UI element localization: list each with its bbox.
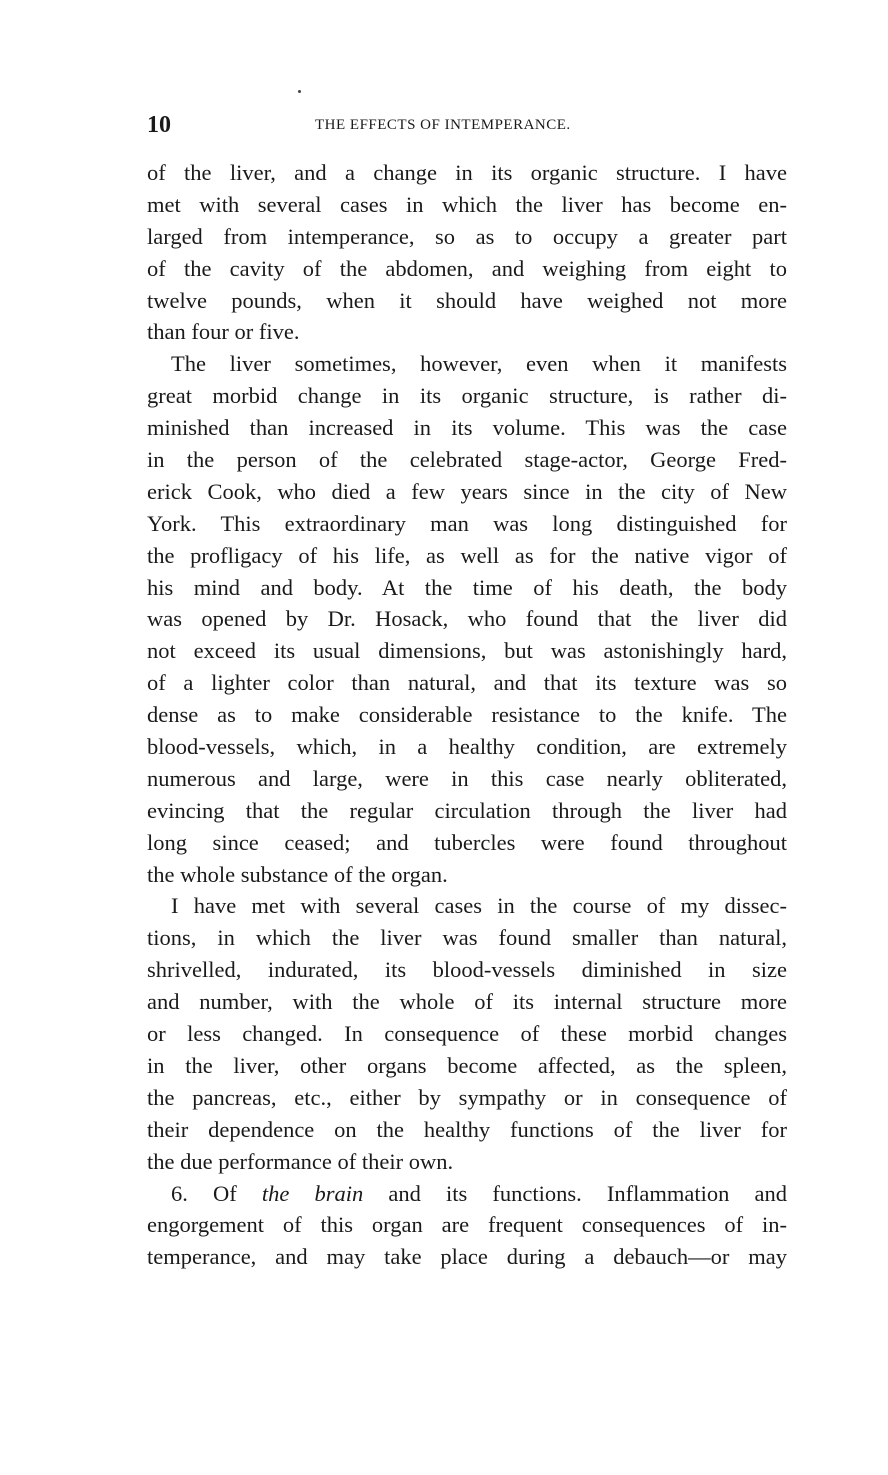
- text-line: blood-vessels, which, in a healthy condition, are extremely: [147, 734, 787, 760]
- text-line: than four or five.: [147, 319, 300, 345]
- text-line: twelve pounds, when it should have weighed not more: [147, 287, 787, 313]
- text-line: the pancreas, etc., either by sympathy or in consequence of: [147, 1084, 787, 1110]
- text-line: York. This extraordinary man was long distinguished for: [147, 510, 787, 536]
- text-line: his mind and body. At the time of his death, the body: [147, 574, 787, 600]
- text-line: The liver sometimes, however, even when it manifests: [171, 351, 787, 377]
- text-line: great morbid change in its organic structure, is rather di-: [147, 383, 787, 409]
- running-title: THE EFFECTS OF INTEMPERANCE.: [315, 117, 571, 133]
- text-line: [147, 1178, 787, 1210]
- text-line: or less changed. In consequence of these morbid changes: [147, 1021, 787, 1047]
- text-line: long since ceased; and tubercles were found throughout: [147, 829, 787, 855]
- text-line: I have met with several cases in the course of my dissec-: [171, 893, 787, 919]
- text-line: engorgement of this organ are frequent consequences of in-: [147, 1212, 787, 1238]
- text-segment: 6. Of: [171, 1180, 262, 1206]
- text-line: tions, in which the liver was found smaller than natural,: [147, 925, 787, 951]
- scan-speck: [298, 90, 301, 93]
- text-line: evincing that the regular circulation through the liver had: [147, 797, 787, 823]
- text-line: their dependence on the healthy functions of the liver for: [147, 1116, 787, 1142]
- running-header: [147, 112, 787, 142]
- text-line: in the liver, other organs become affected, as the spleen,: [147, 1052, 787, 1078]
- text-line: the due performance of their own.: [147, 1148, 454, 1174]
- text-line: and number, with the whole of its internal structure more: [147, 989, 787, 1015]
- text-line: of a lighter color than natural, and that its texture was so: [147, 670, 787, 696]
- text-line: of the cavity of the abdomen, and weighing from eight to: [147, 255, 787, 281]
- text-line: the profligacy of his life, as well as for the native vigor of: [147, 542, 787, 568]
- text-line: the whole substance of the organ.: [147, 861, 448, 887]
- text-line: minished than increased in its volume. This was the case: [147, 415, 787, 441]
- text-line: temperance, and may take place during a debauch—or may: [147, 1244, 787, 1270]
- page-body: [147, 157, 787, 1273]
- text-line: of the liver, and a change in its organic structure. I have: [147, 160, 787, 185]
- text-line: was opened by Dr. Hosack, who found that the liver did: [147, 606, 787, 632]
- text-line: shrivelled, indurated, its blood-vessels diminished in size: [147, 957, 787, 983]
- text-line: met with several cases in which the liver has become en-: [147, 191, 787, 217]
- text-line: in the person of the celebrated stage-actor, George Fred-: [147, 447, 787, 473]
- text-line: numerous and large, were in this case nearly obliterated,: [147, 765, 787, 791]
- text-line: erick Cook, who died a few years since in the city of New: [147, 478, 787, 504]
- text-line: dense as to make considerable resistance to the knife. The: [147, 702, 787, 728]
- italic-text: the brain: [261, 1180, 364, 1206]
- page-number: 10: [147, 112, 171, 138]
- text-line: not exceed its usual dimensions, but was astonishingly hard,: [147, 638, 787, 664]
- text-segment: and its functions. Inflammation and: [363, 1180, 788, 1206]
- text-line: larged from intemperance, so as to occupy a greater part: [147, 223, 787, 249]
